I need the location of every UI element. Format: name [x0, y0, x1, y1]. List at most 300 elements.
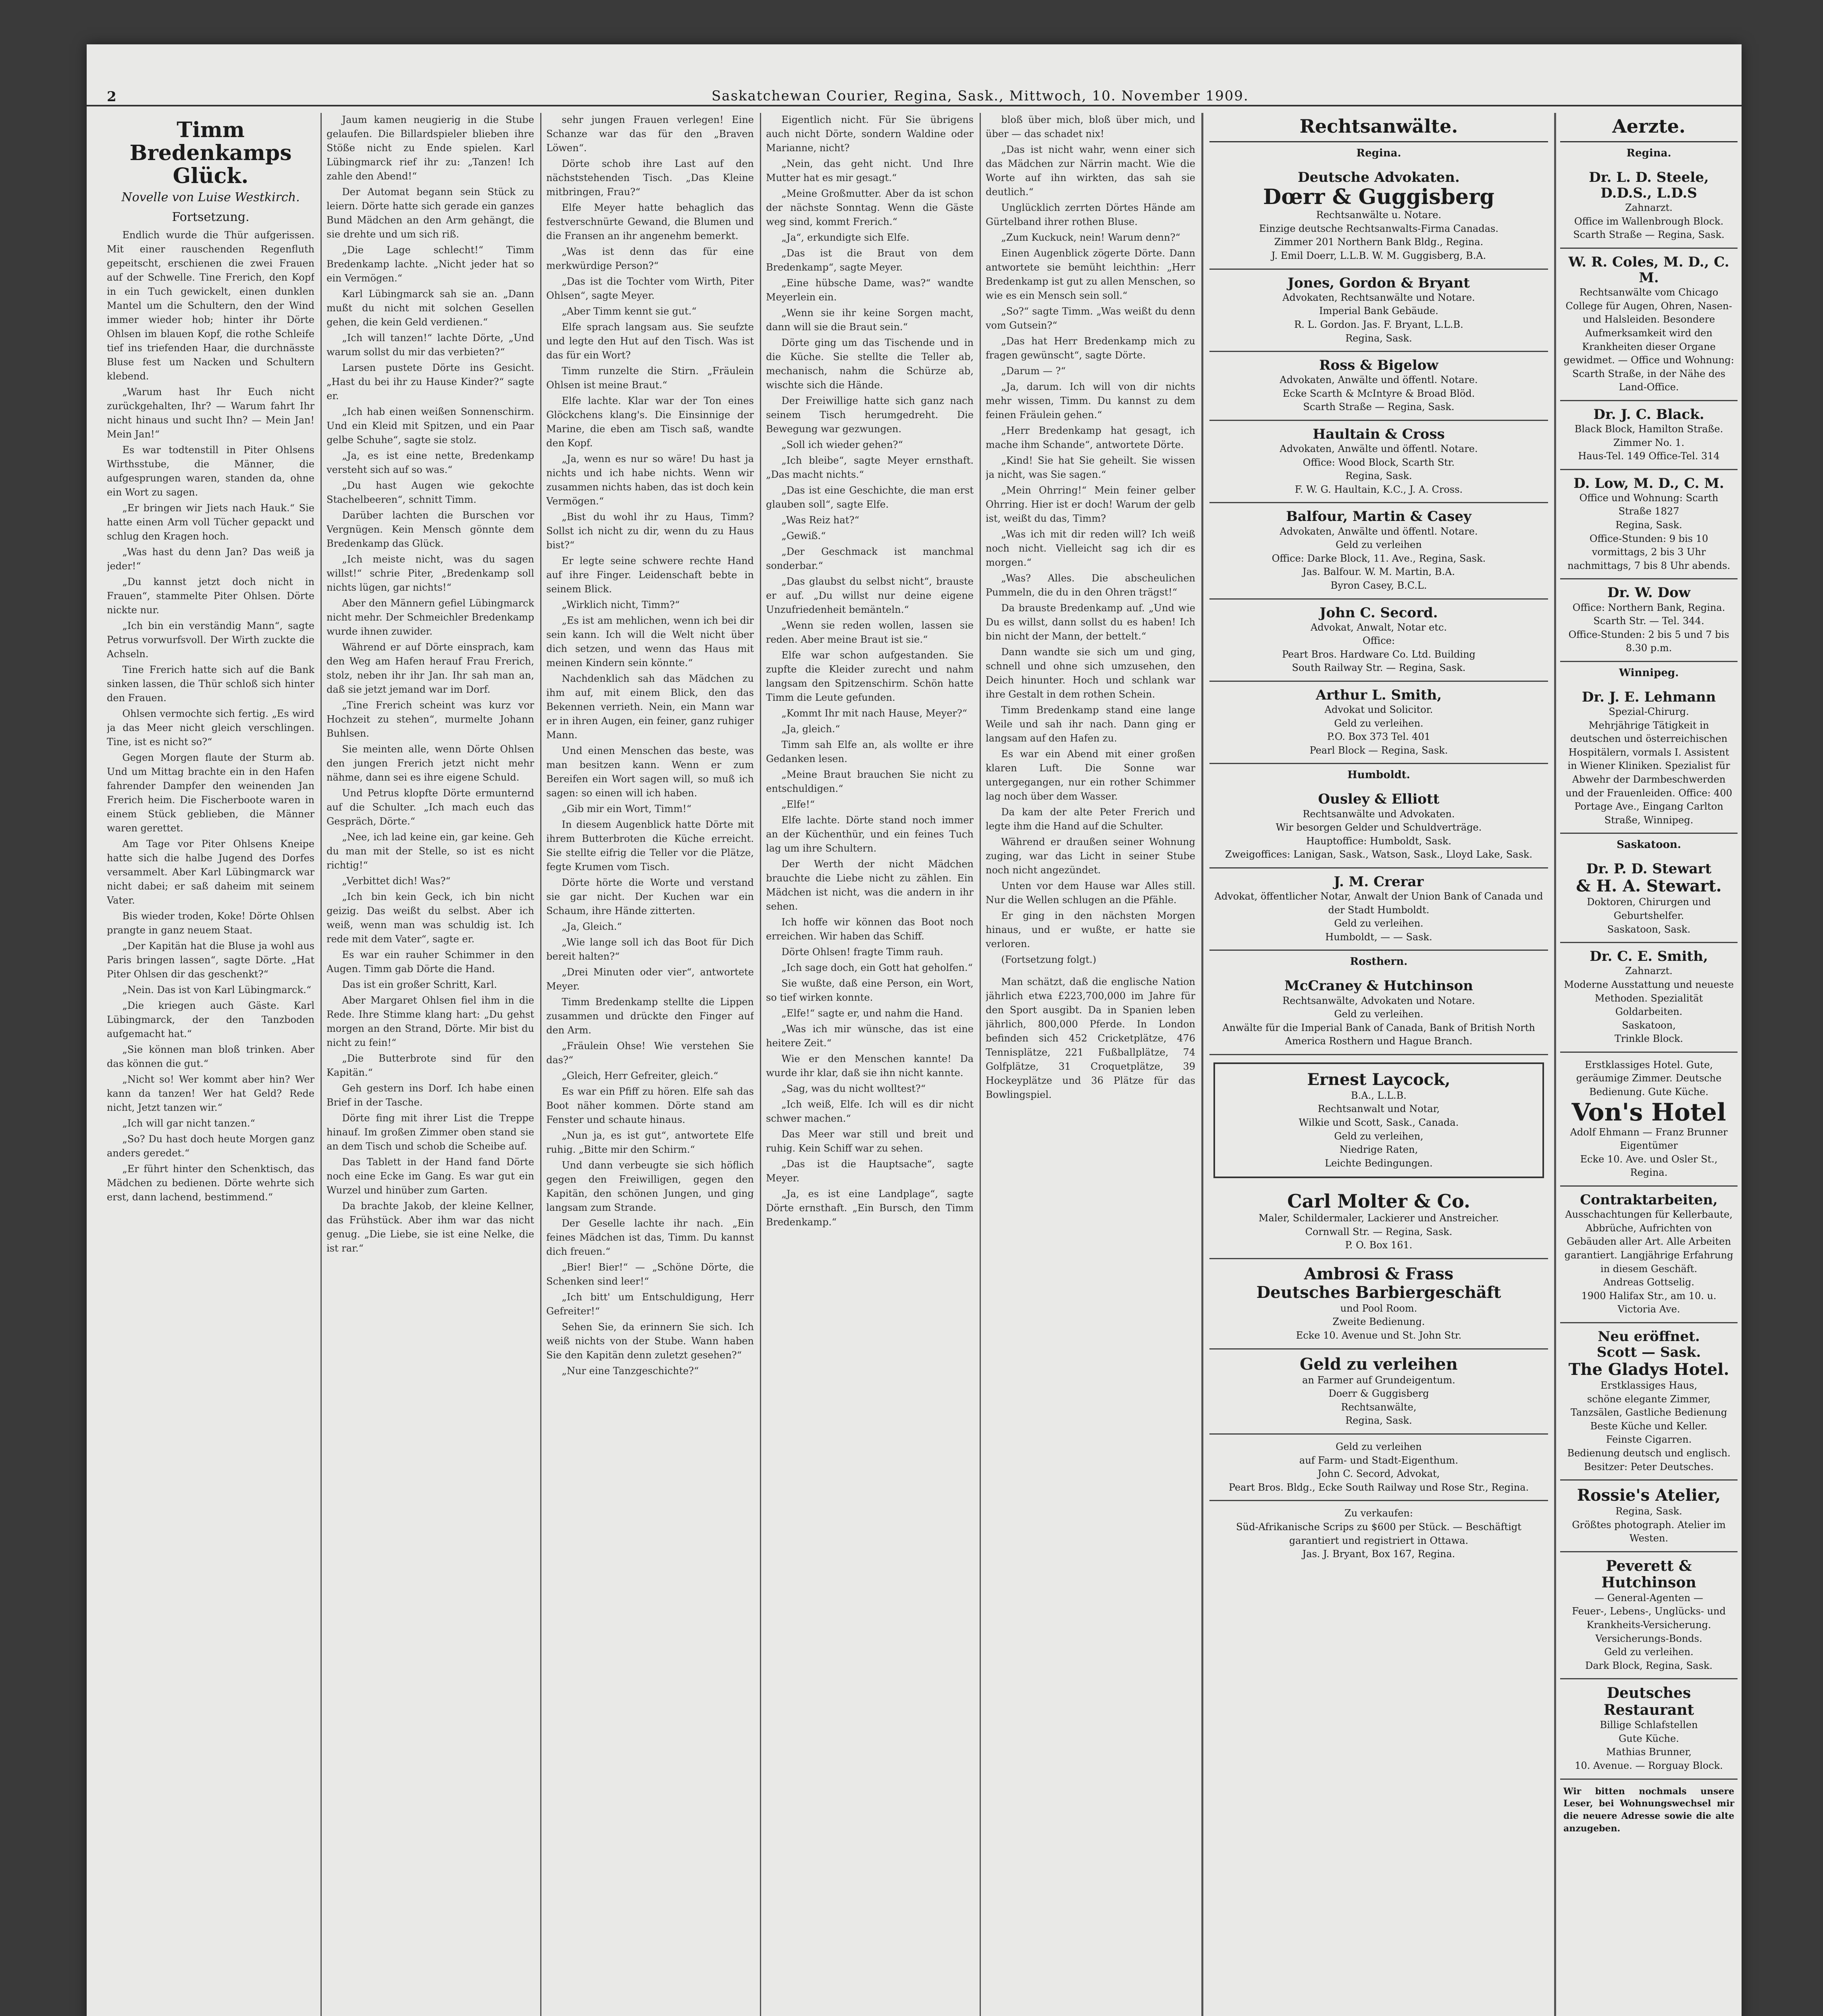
story-paragraph: „Sag, was du nicht wolltest?“: [781, 1083, 926, 1094]
card-line: Geld zu verleihen.: [1334, 1008, 1423, 1020]
story-paragraph: Karl Lübingmarck sah sie an. „Dann mußt du nicht mit solchen Gesellen gehen, die kein Geld verdienen.“: [327, 288, 534, 328]
story-paragraph: Tine Frerich hatte sich auf die Bank sinken lassen, die Thür schloß sich hinter den Frauen.: [107, 664, 314, 704]
card-name: Arthur L. Smith,: [1315, 687, 1442, 703]
story-paragraph: „Das hat Herr Bredenkamp mich zu fragen gewünscht“, sagte Dörte.: [986, 335, 1195, 361]
story-paragraph: Jaum kamen neugierig in die Stube gelaufen. Die Billardspieler blieben ihre Stöße nicht zu Ende spielen. Karl Lübingmarck rief ihr zu: „Tanzen! Ich zahle den Abend!“: [327, 114, 534, 182]
card-line: Geld zu verleihen.: [1334, 717, 1423, 729]
story-paragraph: „Drei Minuten oder vier“, antwortete Meyer.: [546, 966, 754, 992]
directory-card: [1209, 352, 1548, 421]
card-line: Jas. Balfour. W. M. Martin, B.A.: [1302, 566, 1455, 578]
card-line: Advokat und Solicitor.: [1324, 704, 1433, 716]
story-paragraph: „Nee, ich lad keine ein, gar keine. Geh du man mit der Stelle, so ist es nicht richtig!“: [327, 831, 534, 871]
ad-line: Zu verkaufen:: [1344, 1508, 1413, 1519]
card-name: Deutsche Advokaten.: [1298, 169, 1460, 185]
story-paragraph: Elfe lachte. Dörte stand noch immer an der Küchenthür, und ein feines Tuch lag um ihre Schultern.: [766, 814, 974, 854]
story-paragraph: „Das glaubst du selbst nicht“, brauste er auf. „Du willst nur deine eigene Unzufriedenheit bemänteln.“: [766, 576, 974, 615]
gladys-hotel-ad: Neu eröffnet. Scott — Sask. The Gladys Hotel. Erstklassiges Haus, schöne elegante Zimmer, Tanzsälen, Gastliche Bedienung Beste Küche und Keller. Feinste Cigarren. Bedienung deutsch und englisch. Besitzer: Peter Deutsches.: [1560, 1323, 1738, 1481]
story-paragraph: Timm sah Elfe an, als wollte er ihre Gedanken lesen.: [766, 739, 974, 764]
story-paragraph: „Ich bin kein Geck, ich bin nicht geizig. Das weißt du selbst. Aber ich weiß, wenn man was schuldig ist. Ich rede mit dem Vater“, sagte er.: [327, 891, 534, 945]
story-paragraph: Und Petrus klopfte Dörte ermunternd auf die Schulter. „Ich mach euch das Gespräch, Dörte.“: [327, 787, 534, 827]
story-paragraph: Am Tage vor Piter Ohlsens Kneipe hatte sich die halbe Jugend des Dorfes versammelt. Aber Karl Lübingmarck war nicht dabei; er saß daheim mit seinem Vater.: [107, 838, 314, 906]
story-paragraph: „Kommt Ihr mit nach Hause, Meyer?“: [781, 708, 968, 719]
ad-line: P. O. Box 161.: [1345, 1239, 1413, 1251]
story-paragraph: Es war ein rauher Schimmer in den Augen. Timm gab Dörte die Hand.: [327, 949, 534, 975]
ad-line: Regina, Sask.: [1615, 1506, 1682, 1517]
page-header: [87, 44, 1742, 106]
card-line: Advokaten, Anwälte und öffentl. Notare.: [1280, 525, 1478, 537]
story-paragraph: „Ich bleibe“, sagte Meyer ernsthaft. „Das macht nichts.“: [766, 455, 974, 480]
city-saskatoon: Saskatoon.: [1617, 839, 1681, 851]
story-column-2: [327, 113, 534, 2016]
story-paragraph: Der Automat begann sein Stück zu leiern. Dörte hatte sich gerade ein ganzes Bund Mädchen an den Arm gehängt, die sie drehte und um sich riß.: [327, 186, 534, 240]
city-regina: Regina.: [1356, 147, 1401, 159]
story-paragraph: „Wirklich nicht, Timm?“: [562, 599, 680, 610]
lawyers-directory: [1209, 113, 1548, 2016]
column-rule: [980, 113, 981, 2016]
story-paragraph: Er ging in den nächsten Morgen hinaus, und er wußte, er hatte sie verloren.: [986, 910, 1195, 950]
story-paragraph: „Es ist am mehlichen, wenn ich bei dir sein kann. Ich will die Welt nicht über dich setzen, und wenn das Haus mit meinen Kindern sein könnte.“: [546, 615, 754, 669]
card-name: J. M. Crerar: [1334, 873, 1424, 890]
ad-line: Wilkie und Scott, Sask., Canada.: [1299, 1117, 1459, 1129]
directory-card: [1209, 600, 1548, 682]
story-paragraph: „Wenn sie reden wollen, lassen sie reden. Aber meine Braut ist sie.“: [766, 620, 974, 645]
card-line: Moderne Ausstattung und neueste Methoden. Spezialität Goldarbeiten.: [1564, 979, 1734, 1018]
story-paragraph: „Ich will tanzen!“ lachte Dörte, „Und warum sollst du mir das verbieten?“: [327, 332, 534, 358]
story-paragraph: Er legte seine schwere rechte Hand auf ihre Finger. Leidenschaft bebte in seinem Blick.: [546, 555, 754, 595]
city-humboldt: Humboldt.: [1347, 769, 1410, 781]
card-line: Office-Stunden: 9 bis 10 vormittags, 2 bis 3 Uhr nachmittags, 7 bis 8 Uhr abends.: [1567, 533, 1730, 571]
ad-line: Beste Küche und Keller.: [1590, 1420, 1708, 1432]
column-rule: [1554, 113, 1556, 2016]
geld-ad: Geld zu verleihen an Farmer auf Grundeigentum. Doerr & Guggisberg Rechtsanwälte, Regina, Sask.: [1209, 1350, 1548, 1435]
story-paragraph: „Zum Kuckuck, nein! Warum denn?“: [1001, 232, 1180, 243]
story-paragraph: „So? Du hast doch heute Morgen ganz anders geredet.“: [107, 1133, 314, 1159]
card-name: Dr. C. E. Smith,: [1590, 948, 1708, 965]
story-paragraph: „Mein Ohrring!“ Mein feiner gelber Ohrring. Hier ist er doch! Warum der gelb ist, weißt du das, Timm?: [986, 485, 1195, 524]
ad-line: Zweite Bedienung.: [1332, 1316, 1425, 1328]
card-line: Zweigoffices: Lanigan, Sask., Watson, Sask., Lloyd Lake, Sask.: [1225, 849, 1533, 860]
story-text: [766, 113, 974, 1229]
story-paragraph: „Wie lange soll ich das Boot für Dich bereit halten?“: [546, 937, 754, 962]
story-paragraph: „Der Kapitän hat die Bluse ja wohl aus Paris bringen lassen“, sagte Dörte. „Hat Piter Ohlsen dir das geschenkt?“: [107, 940, 314, 980]
rossie-atelier-ad: Rossie's Atelier, Regina, Sask. Größtes photograph. Atelier im Westen.: [1560, 1481, 1738, 1552]
ad-line: Dark Block, Regina, Sask.: [1585, 1660, 1713, 1671]
restaurant-ad: Deutsches Restaurant Billige Schlafstellen Gute Küche. Mathias Brunner, 10. Avenue. — Rorguay Block.: [1560, 1679, 1738, 1779]
story-paragraph: „Ja, es ist eine Landplage“, sagte Dörte ernsthaft. „Ein Bursch, den Timm Bredenkamp.“: [766, 1188, 974, 1228]
card-line: Geld zu verleihen: [1336, 539, 1422, 551]
card-line: Saskatoon,: [1622, 1019, 1676, 1031]
story-column-5: [986, 113, 1195, 2016]
story-paragraph: Wie er den Menschen kannte! Da wurde ihr klar, daß sie ihn nicht kannte.: [766, 1053, 974, 1079]
ad-line: auf Farm- und Stadt-Eigenthum.: [1299, 1454, 1459, 1466]
ambrosi-ad: Ambrosi & Frass Deutsches Barbiergeschäft und Pool Room. Zweite Bedienung. Ecke 10. Avenue und St. John Str.: [1209, 1259, 1548, 1350]
card-line: Office und Wohnung: Scarth Straße 1827: [1579, 492, 1719, 517]
story-paragraph: Das ist ein großer Schritt, Karl.: [342, 979, 497, 990]
directory-card: [1209, 868, 1548, 951]
card-line: Spezial-Chirurg.: [1609, 706, 1689, 717]
card-name: Dr. W. Dow: [1607, 585, 1690, 601]
story-text: [986, 113, 1195, 967]
story-paragraph: „Nur eine Tanzgeschichte?“: [562, 1365, 699, 1377]
city-rosthern: Rosthern.: [1350, 956, 1408, 968]
directory-card: [1209, 503, 1548, 599]
story-paragraph: „Du kannst jetzt doch nicht in Frauen“, stammelte Piter Ohlsen. Dörte nickte nur.: [107, 576, 314, 616]
card-name: John C. Secord.: [1319, 604, 1438, 621]
directory-card: [1560, 684, 1738, 834]
card-line: Regina, Sask.: [1345, 470, 1412, 482]
story-paragraph: „Was ist denn das für eine merkwürdige Person?“: [546, 246, 754, 271]
story-paragraph: Es war ein Pfiff zu hören. Elfe sah das Boot näher kommen. Dörte stand am Fenster und schaute hinaus.: [546, 1086, 754, 1125]
story-paragraph: „Die Butterbrote sind für den Kapitän.“: [327, 1053, 534, 1078]
ad-line: Feuer-, Lebens-, Unglücks- und Krankheits-Versicherung.: [1572, 1606, 1726, 1631]
directory-card: [1209, 973, 1548, 1055]
laycock-ad: Ernest Laycock, B.A., L.L.B. Rechtsanwalt und Notar, Wilkie und Scott, Sask., Canada. Geld zu verleihen, Niedrige Raten, Leichte Bedingungen.: [1213, 1062, 1544, 1179]
story-paragraph: Dörte ging um das Tischende und in die Küche. Sie stellte die Teller ab, mechanisch, nahm die Schürze ab, wischte sich die Hände.: [766, 337, 974, 391]
story-paragraph: „Ich weiß, Elfe. Ich will es dir nicht schwer machen.“: [766, 1099, 974, 1124]
story-paragraph: Endlich wurde die Thür aufgerissen. Mit einer rauschenden Regenfluth gepeitscht, erschienen die zwei Frauen auf der Schwelle. Tine Frerich, den Kopf in ein Tuch gewickelt, einen dunklen Mantel um die Schultern, den der Wind immer wieder hob; hinter ihr Dörte Ohlsen im blauen Kopf, die rothe Schleife tief ins triefenden Haar, die durchnässte Bluse fest um Nacken und Schultern klebend.: [107, 229, 314, 382]
story-paragraph: „Wenn sie ihr keine Sorgen macht, dann will sie die Braut sein.“: [766, 307, 974, 333]
story-paragraph: Einen Augenblick zögerte Dörte. Dann antwortete sie bemüht leichthin: „Herr Bredenkamp ist gut zu allen Menschen, so wie es ein Mensch sein soll.“: [986, 248, 1195, 301]
story-paragraph: „Ich will gar nicht tanzen.“: [122, 1117, 255, 1129]
story-paragraph: „Was ich mit dir reden will? Ich weiß noch nicht. Vielleicht sag ich dir es morgen.“: [986, 529, 1195, 568]
card-line: Zahnarzt.: [1625, 202, 1673, 214]
story-paragraph: „Elfe!“: [781, 799, 815, 810]
card-line: Office-Stunden: 2 bis 5 und 7 bis 8.30 p.m.: [1568, 629, 1729, 654]
ad-line: Mathias Brunner,: [1606, 1746, 1692, 1758]
card-line: Zimmer 201 Northern Bank Bldg., Regina.: [1274, 236, 1484, 248]
story-paragraph: „Nun ja, es ist gut“, antwortete Elfe ruhig. „Bitte mir den Schirm.“: [546, 1130, 754, 1155]
story-paragraph: „Du hast Augen wie gekochte Stachelbeeren“, schnitt Timm.: [327, 480, 534, 505]
card-line: Geld zu verleihen.: [1334, 918, 1423, 929]
card-line: Doktoren, Chirurgen und Geburtshelfer.: [1587, 896, 1711, 922]
card-line: Rechtsanwälte vom Chicago College für Augen, Ohren, Nasen- und Halsleiden. Besondere Aufmerksamkeit wird den Krankheiten dieser Organe gewidmet. — Office und Wohnung: Scarth Straße, in der Nähe des Land-Office.: [1563, 287, 1734, 393]
story-paragraph: „Warum hast Ihr Euch nicht zurückgehalten, Ihr? — Warum fahrt Ihr nicht hinaus und sucht Ihn? — Mein Jan! Mein Jan!“: [107, 386, 314, 440]
story-paragraph: Elfe sprach langsam aus. Sie seufzte und legte den Hut auf den Tisch. Was ist das für ein Wort?: [546, 321, 754, 361]
story-paragraph: „Ich bin ein verständig Mann“, sagte Petrus vorwurfsvoll. Der Wirth zuckte die Achseln.: [107, 620, 314, 660]
card-line: Advokaten, Anwälte und öffentl. Notare.: [1280, 443, 1478, 455]
card-name: Dr. L. D. Steele, D.D.S., L.D.S: [1589, 169, 1709, 202]
story-paragraph: Bis wieder troden, Koke! Dörte Ohlsen prangte in ganz neuem Staat.: [107, 910, 314, 936]
story-paragraph: Timm Bredenkamp stand eine lange Weile und sah ihr nach. Dann ging er langsam auf den Hafen zu.: [986, 704, 1195, 744]
ad-line: Rechtsanwalt und Notar,: [1317, 1103, 1440, 1115]
card-line: Regina, Sask.: [1345, 332, 1412, 344]
ad-line: Geld zu verleihen,: [1334, 1130, 1423, 1142]
story-paragraph: Der Werth der nicht Mädchen brauchte die Liebe nicht zu zählen. Ein Mädchen ist nicht, was die andern in ihr sehen.: [766, 858, 974, 912]
card-line: R. L. Gordon. Jas. F. Bryant, L.L.B.: [1294, 319, 1463, 330]
story-paragraph: „Was Reiz hat?“: [781, 514, 859, 526]
directory-card: [1209, 164, 1548, 270]
story-paragraph: Sehen Sie, da erinnern Sie sich. Ich weiß nichts von der Stube. Wann haben Sie den Kapitän denn zuletzt gesehen?“: [546, 1321, 754, 1361]
story-paragraph: „Darum — ?“: [1001, 365, 1066, 377]
filler-paragraph: Man schätzt, daß die englische Nation jährlich etwa £223,700,000 im Jahre für den Sport ausgibt. Da in Spanien leben jährlich, 800,000 Pferde. In London befinden sich 452 Cricketplätze, 476 Tennisplätze, 221 Fußballplätze, 74 Golfplätze, 31 Croquetplätze, 39 Hockeyplätze und 36 Plätze für das Bowlingspiel.: [986, 976, 1195, 1100]
story-paragraph: Aber Margaret Ohlsen fiel ihm in die Rede. Ihre Stimme klang hart: „Du gehst morgen an den Strand, Dörte. Mir bist du nicht zu fein!“: [327, 995, 534, 1048]
ad-line: — General-Agenten —: [1594, 1592, 1703, 1604]
card-name: Dr. J. E. Lehmann: [1582, 689, 1716, 705]
card-line: Scarth Straße — Regina, Sask.: [1573, 229, 1725, 241]
story-paragraph: Und einen Menschen das beste, was man besitzen kann. Wenn er zum Bereifen ein Wort sagen will, so muß ich sagen: so einen will ich haben.: [546, 745, 754, 799]
story-paragraph: bloß über mich, bloß über mich, und über — das schadet nix!: [986, 114, 1195, 140]
ad-line: Ecke 10. Avenue und St. John Str.: [1296, 1330, 1462, 1341]
story-paragraph: „Gib mir ein Wort, Timm!“: [562, 803, 692, 814]
story-text: [107, 228, 314, 1204]
story-paragraph: „Ja, wenn es nur so wäre! Du hast ja nichts und ich habe nichts. Wenn wir zusammen nichts haben, das ist doch kein Vermögen.“: [546, 453, 754, 507]
story-paragraph: Ohlsen vermochte sich fertig. „Es wird ja das Meer nicht gleich verschlingen. Tine, ist es nicht so?“: [107, 708, 314, 748]
story-paragraph: „Ja, es ist eine nette, Bredenkamp versteht sich auf so was.“: [327, 450, 534, 475]
ad-line: schöne elegante Zimmer,: [1587, 1393, 1711, 1405]
story-paragraph: „Nicht so! Wer kommt aber hin? Wer kann da tanzen! Wer hat Geld? Rede nicht, Jetzt tanzen wir.“: [107, 1073, 314, 1113]
card-name: Ross & Bigelow: [1319, 357, 1438, 374]
story-title: Timm Bredenkamps Glück.: [129, 118, 292, 189]
story-paragraph: „Bist du wohl ihr zu Haus, Timm? Sollst ich nicht zu dir, wenn du zu Haus bist?“: [546, 511, 754, 551]
card-line: Peart Bros. Hardware Co. Ltd. Building: [1282, 648, 1475, 660]
story-paragraph: „Aber Timm kennt sie gut.“: [562, 306, 697, 317]
ad-line: Andreas Gottselig.: [1603, 1277, 1694, 1288]
story-paragraph: „Ja, gleich.“: [781, 723, 840, 735]
story-paragraph: Sie wußte, daß eine Person, ein Wort, so tief wirken konnte.: [766, 978, 974, 1003]
story-paragraph: „Das ist eine Geschichte, die man erst glauben soll“, sagte Elfe.: [766, 485, 974, 510]
card-line: Office:: [1362, 635, 1395, 647]
card-line: Zimmer No. 1.: [1613, 437, 1685, 448]
card-name: Ousley & Elliott: [1318, 791, 1440, 808]
doctors-directory: [1560, 113, 1738, 2016]
vons-hotel-ad: Erstklassiges Hotel. Gute, geräumige Zimmer. Deutsche Bedienung. Gute Küche. Von's Hotel Adolf Ehmann — Franz Brunner Eigentümer Ecke 10. Ave. und Osler St., Regina.: [1560, 1053, 1738, 1187]
story-paragraph: „Herr Bredenkamp hat gesagt, ich mache ihm Schande“, antwortete Dörte.: [986, 425, 1195, 450]
card-line: Zahnarzt.: [1625, 965, 1673, 977]
directory-card: [1560, 470, 1738, 580]
story-paragraph: Das Meer war still und breit und ruhig. Kein Schiff war zu sehen.: [766, 1129, 974, 1154]
scrip-sale-ad: [1209, 1501, 1548, 1566]
ad-line: Geld zu verleihen: [1336, 1441, 1422, 1452]
story-paragraph: „Bier! Bier!“ — „Schöne Dörte, die Schenken sind leer!“: [546, 1262, 754, 1287]
card-line: Haus-Tel. 149 Office-Tel. 314: [1578, 450, 1720, 462]
card-line: Office: Darke Block, 11. Ave., Regina, Sask.: [1272, 552, 1486, 564]
story-paragraph: „Was? Alles. Die abscheulichen Pummeln, die du in den Ohren trägst!“: [986, 573, 1195, 598]
card-line: Office im Wallenbrough Block.: [1574, 215, 1724, 227]
card-line: Office: Northern Bank, Regina.: [1572, 602, 1725, 613]
story-paragraph: Dörte hörte die Worte und verstand sie gar nicht. Der Kuchen war ein Schaum, ihre Hände zitterten.: [546, 877, 754, 916]
lawyers-heading: Rechtsanwälte.: [1209, 115, 1548, 142]
address-notice: Wir bitten nochmals unsere Leser, bei Wohnungswechsel mir die neuere Adresse sowie die alte anzugeben.: [1563, 1786, 1734, 1834]
ad-line: an Farmer auf Grundeigentum.: [1302, 1374, 1455, 1386]
ad-line: und Pool Room.: [1340, 1302, 1417, 1314]
card-name: W. R. Coles, M. D., C. M.: [1568, 254, 1729, 286]
ad-line: Feinste Cigarren.: [1606, 1434, 1692, 1445]
doctor-cards: [1560, 164, 1738, 662]
ad-line: Adolf Ehmann — Franz Brunner: [1570, 1126, 1728, 1138]
column-rule: [1201, 113, 1203, 2016]
card-name: Dr. P. D. Stewart: [1586, 861, 1712, 877]
story-paragraph: Darüber lachten die Burschen vor Vergnügen. Kein Mensch gönnte dem Bredenkamp das Glück.: [327, 510, 534, 549]
doctors-heading: Aerzte.: [1560, 115, 1738, 142]
card-line: Advokaten, Rechtsanwälte und Notare.: [1282, 292, 1475, 303]
card-line: Saskatoon, Sask.: [1607, 923, 1691, 935]
card-line: Wir besorgen Gelder und Schuldverträge.: [1276, 822, 1482, 833]
story-paragraph: „Nein. Das ist von Karl Lübingmarck.“: [122, 984, 311, 996]
story-paragraph: „Kind! Sie hat Sie geheilt. Sie wissen ja nicht, was Sie sagen.“: [986, 455, 1195, 480]
story-paragraph: Larsen pustete Dörte ins Gesicht. „Hast du bei ihr zu Hause Kinder?“ sagte er.: [327, 362, 534, 402]
card-line: Humboldt, — — Sask.: [1325, 931, 1432, 943]
story-paragraph: „Ich meiste nicht, was du sagen willst!“ schrie Piter, „Bredenkamp soll nichts lügen, gar nichts!“: [327, 554, 534, 593]
story-paragraph: Es war ein Abend mit einer großen klaren Luft. Die Sonne war untergegangen, nur ein rother Schimmer lag noch über dem Wasser.: [986, 748, 1195, 802]
story-paragraph: Und dann verbeugte sie sich höflich gegen den Freiwilligen, gegen den Kapitän, den schönen Jungen, und ging langsam zum Strande.: [546, 1160, 754, 1213]
story-paragraph: „Fräulein Ohse! Wie verstehen Sie das?“: [546, 1040, 754, 1066]
ad-line: Größtes photograph. Atelier im Westen.: [1572, 1519, 1726, 1544]
story-paragraph: Da brachte Jakob, der kleine Kellner, das Frühstück. Aber ihm war das nicht genug. „Die Liebe, sie ist eine Nelke, die ist rar.“: [327, 1200, 534, 1254]
ad-line: Billige Schlafstellen: [1600, 1719, 1698, 1731]
story-paragraph: Dörte schob ihre Last auf den nächststehenden Tisch. „Das Kleine mitbringen, Frau?“: [546, 158, 754, 198]
card-line: Scarth Straße — Regina, Sask.: [1303, 401, 1455, 413]
ad-line: Cornwall Str. — Regina, Sask.: [1305, 1226, 1453, 1237]
directory-card: [1560, 943, 1738, 1053]
story-paragraph: Eigentlich nicht. Für Sie übrigens auch nicht Dörte, sondern Waldine oder Marianne, nicht?: [766, 114, 974, 154]
contract-ad: Contraktarbeiten, Ausschachtungen für Kellerbaute, Abbrüche, Aufrichten von Gebäuden aller Art. Alle Arbeiten garantiert. Langjährige Erfahrung in diesem Geschäft. Andreas Gottselig. 1900 Halifax Str., am 10. u. Victoria Ave.: [1560, 1187, 1738, 1323]
ad-line: 1900 Halifax Str., am 10. u. Victoria Ave.: [1581, 1290, 1717, 1315]
story-paragraph: „Eine hübsche Dame, was?“ wandte Meyerlein ein.: [766, 277, 974, 303]
story-paragraph: Das Tablett in der Hand fand Dörte noch eine Ecke im Gang. Es war gut ein Wurzel und hinüber zum Garten.: [327, 1156, 534, 1196]
story-paragraph: In diesem Augenblick hatte Dörte mit ihrem Butterbroten die Küche erreicht. Sie stellte eifrig die Teller vor die Plätze, fegte Krumen vom Tisch.: [546, 819, 754, 873]
ad-line: Erstklassiges Haus,: [1600, 1380, 1697, 1391]
card-line: Anwälte für die Imperial Bank of Canada, Bank of British North America Rosthern und Hague Branch.: [1222, 1022, 1535, 1047]
newspaper-page: [87, 44, 1742, 2016]
story-paragraph: Unglücklich zerrten Dörtes Hände am Gürtelband ihrer rothen Bluse.: [986, 202, 1195, 227]
card-name: Haultain & Cross: [1313, 426, 1445, 442]
story-paragraph: Elfe Meyer hatte behaglich das festverschnürte Gewand, die Blumen und die Fransen an ihr angenehm bemerkt.: [546, 202, 754, 242]
column-rule: [540, 113, 541, 2016]
directory-card: [1209, 421, 1548, 503]
page-number: 2: [107, 89, 117, 105]
lawyer-cards-rosthern: [1209, 973, 1548, 1055]
story-paragraph: „Tine Frerich scheint was kurz vor Hochzeit zu stehen“, murmelte Johann Buhlsen.: [327, 700, 534, 739]
card-line: J. Emil Doerr, L.L.B. W. M. Guggisberg, B.A.: [1271, 250, 1486, 262]
card-line: Byron Casey, B.C.L.: [1330, 579, 1427, 591]
story-paragraph: Während er auf Dörte einsprach, kam den Weg am Hafen herauf Frau Frerich, stolz, neben ihr ihr Jan. Ihr sah man an, daß sie jetzt jemand war im Dorf.: [327, 641, 534, 695]
story-paragraph: Da brauste Bredenkamp auf. „Und wie Du es willst, dann sollst du es haben! Ich bin nicht der Mann, der bettelt.“: [986, 602, 1195, 642]
story-paragraph: „Sie können man bloß trinken. Aber das können die gut.“: [107, 1043, 314, 1069]
column-rule: [320, 113, 322, 2016]
card-line: Rechtsanwälte und Advokaten.: [1303, 808, 1455, 820]
card-line: South Railway Str. — Regina, Sask.: [1292, 662, 1466, 674]
ad-line: John C. Secord, Advokat,: [1317, 1468, 1440, 1480]
card-line: Regina, Sask.: [1615, 519, 1682, 531]
story-paragraph: „Das ist die Tochter vom Wirth, Piter Ohlsen“, sagte Meyer.: [546, 276, 754, 301]
story-paragraph: „Was ich mir wünsche, das ist eine heitere Zeit.“: [766, 1023, 974, 1049]
story-paragraph: Sie meinten alle, wenn Dörte Ohlsen den jungen Frerich jetzt nicht mehr nähme, dann sei es ihre eigene Schuld.: [327, 744, 534, 783]
card-firm: Dœrr & Guggisberg: [1263, 185, 1494, 210]
story-column-1: [107, 113, 314, 2016]
ad-line: Gute Küche.: [1619, 1733, 1679, 1744]
city-winnipeg: Winnipeg.: [1619, 666, 1679, 679]
ad-line: Leichte Bedingungen.: [1325, 1157, 1433, 1169]
ad-line: Niedrige Raten,: [1339, 1144, 1418, 1156]
story-paragraph: Elfe war schon aufgestanden. Sie zupfte die Kleider zurecht und nahm langsam den Spitzenschirm. Schön hatte Timm die Leute gefunden.: [766, 650, 974, 703]
story-text: [327, 113, 534, 1256]
story-paragraph: „Nein, das geht nicht. Und Ihre Mutter hat es mir gesagt.“: [766, 158, 974, 183]
directory-card: [1209, 786, 1548, 868]
story-paragraph: Es war todtenstill in Piter Ohlsens Wirthsstube, die Männer, die aufgesprungen waren, standen da, ohne ein Wort zu sagen.: [107, 444, 314, 498]
ad-line: Regina, Sask.: [1345, 1415, 1412, 1427]
card-subname: & H. A. Stewart.: [1576, 877, 1722, 896]
card-line: Hauptoffice: Humboldt, Sask.: [1306, 835, 1452, 847]
card-line: Imperial Bank Gebäude.: [1319, 305, 1438, 317]
story-paragraph: „Ja, Gleich.“: [562, 921, 622, 932]
ad-line: Doerr & Guggisberg: [1328, 1388, 1429, 1400]
directory-card: [1209, 682, 1548, 764]
story-paragraph: „Er bringen wir Jiets nach Hauk.“ Sie hatte einen Arm voll Tücher gepackt und schlug den Kragen hoch.: [107, 502, 314, 542]
directory-card: [1560, 401, 1738, 470]
card-name: McCraney & Hutchinson: [1284, 978, 1473, 994]
directory-card: [1209, 270, 1548, 352]
card-line: Advokat, Anwalt, Notar etc.: [1310, 621, 1447, 633]
story-paragraph: Dörte Ohlsen! fragte Timm rauh.: [781, 946, 943, 958]
card-name: Dr. J. C. Black.: [1593, 406, 1704, 423]
story-paragraph: „Gleich, Herr Gefreiter, gleich.“: [562, 1070, 718, 1081]
dateline: Saskatchewan Courier, Regina, Sask., Mittwoch, 10. November 1909.: [712, 88, 1249, 104]
story-paragraph: Timm runzelte die Stirn. „Fräulein Ohlsen ist meine Braut.“: [546, 365, 754, 391]
directory-card: [1560, 249, 1738, 401]
card-name: Jones, Gordon & Bryant: [1288, 275, 1470, 291]
ad-line: Besitzer: Peter Deutsches.: [1584, 1461, 1714, 1472]
peverett-ad: Peverett & Hutchinson — General-Agenten — Feuer-, Lebens-, Unglücks- und Krankheits-Versicherung. Versicherungs-Bonds. Geld zu verleihen. Dark Block, Regina, Sask.: [1560, 1552, 1738, 1679]
story-paragraph: „Soll ich wieder gehen?“: [781, 439, 903, 450]
story-paragraph: Timm Bredenkamp stellte die Lippen zusammen und drückte den Finger auf den Arm.: [546, 996, 754, 1036]
directory-card: [1560, 856, 1738, 943]
card-line: P.O. Box 373 Tel. 401: [1327, 731, 1431, 743]
card-line: Advokaten, Anwälte und öffentl. Notare.: [1280, 374, 1478, 386]
story-paragraph: „Die kriegen auch Gäste. Karl Lübingmarck, der den Tanzboden aufgemacht hat.“: [107, 1000, 314, 1039]
story-paragraph: „Das ist die Braut von dem Bredenkamp“, sagte Meyer.: [766, 248, 974, 273]
story-column-3: [546, 113, 754, 2016]
column-rule: [760, 113, 761, 2016]
story-paragraph: „Gewiß.“: [781, 530, 826, 541]
story-paragraph: Der Freiwillige hatte sich ganz nach seinem Tisch herumgedreht. Die Bewegung war gezwungen.: [766, 395, 974, 435]
story-paragraph: „Der Geschmack ist manchmal sonderbar.“: [766, 546, 974, 571]
story-paragraph: Gegen Morgen flaute der Sturm ab. Und um Mittag brachte ein in den Hafen fahrender Dampfer den weinenden Jan Frerich heim. Die Fischerboote waren in einem Stück geblieben, die Männer waren gerettet.: [107, 752, 314, 834]
ad-line: 10. Avenue. — Rorguay Block.: [1575, 1760, 1723, 1771]
doctor-cards-winnipeg: [1560, 684, 1738, 834]
story-paragraph: „Das ist die Hauptsache“, sagte Meyer.: [766, 1158, 974, 1184]
ad-line: Peart Bros. Bldg., Ecke South Railway und Rose Str., Regina.: [1228, 1481, 1529, 1493]
ad-line: Rechtsanwälte,: [1341, 1401, 1417, 1413]
ad-line: Tanzsälen, Gastliche Bedienung: [1570, 1407, 1727, 1418]
ad-line: Geld zu verleihen.: [1604, 1646, 1694, 1658]
story-continued: Fortsetzung.: [172, 210, 250, 224]
story-paragraph: Ich hoffe wir können das Boot noch erreichen. Wir haben das Schiff.: [766, 916, 974, 942]
ad-line: Versicherungs-Bonds.: [1595, 1633, 1702, 1644]
ad-line: Maler, Schildermaler, Lackierer und Anstreicher.: [1258, 1212, 1499, 1224]
story-paragraph: Elfe lachte. Klar war der Ton eines Glöckchens klang's. Die Einsinnige der Marine, die eben am Tisch saß, wandte den Kopf.: [546, 395, 754, 449]
story-text: [546, 113, 754, 1378]
card-line: Mehrjährige Tätigkeit in deutschen und österreichischen Hospitälern, vormals I. Assistent in Wiener Kliniken. Spezialist für Abwehr der Darmbeschwerden und der Frauenleiden. Office: 400 Portage Ave., Eingang Carlton Straße, Winnipeg.: [1565, 719, 1732, 826]
ad-line: Jas. J. Bryant, Box 167, Regina.: [1302, 1548, 1455, 1560]
story-paragraph: Der Geselle lachte ihr nach. „Ein feines Mädchen ist das, Timm. Du kannst dich freuen.“: [546, 1218, 754, 1257]
story-paragraph: „Er führt hinter den Schenktisch, das Mädchen zu bedienen. Dörte wehrte sich erst, dann lachend, bestimmend.“: [107, 1163, 314, 1203]
story-paragraph: „Meine Braut brauchen Sie nicht zu entschuldigen.“: [766, 769, 974, 794]
ad-line: Süd-Afrikanische Scrips zu $600 per Stück. — Beschäftigt garantiert und registriert in Ottawa.: [1236, 1521, 1521, 1546]
story-paragraph: „So?“ sagte Timm. „Was weißt du denn vom Gutsein?“: [986, 306, 1195, 331]
card-line: Office: Wood Block, Scarth Str.: [1303, 456, 1455, 468]
card-line: Einzige deutsche Rechtsanwalts-Firma Canadas.: [1259, 223, 1498, 234]
card-line: Rechtsanwälte, Advokaten und Notare.: [1282, 995, 1475, 1006]
ad-line: Bedienung deutsch und englisch.: [1567, 1447, 1731, 1459]
story-paragraph: „Das ist nicht wahr, wenn einer sich das Mädchen zur Närrin macht. Wie die Worte auf ihn wirkten, das sah sie deutlich.“: [986, 144, 1195, 198]
story-paragraph: „Meine Großmutter. Aber da ist schon der nächste Sonntag. Wenn die Gäste weg sind, kommt Frerich.“: [766, 188, 974, 227]
story-paragraph: „Elfe!“ sagte er, und nahm die Hand.: [781, 1008, 963, 1019]
story-paragraph: „Die Lage schlecht!“ Timm Bredenkamp lachte. „Nicht jeder hat so ein Vermögen.“: [327, 244, 534, 284]
molter-ad: Carl Molter & Co. Maler, Schildermaler, Lackierer und Anstreicher. Cornwall Str. — Regina, Sask. P. O. Box 161.: [1209, 1185, 1548, 1259]
card-line: Black Block, Hamilton Straße.: [1574, 423, 1723, 435]
ad-line: Ausschachtungen für Kellerbaute, Abbrüche, Aufrichten von Gebäuden aller Art. Alle Arbeiten garantiert. Langjährige Erfahrung in diesem Geschäft.: [1564, 1209, 1734, 1275]
doctor-cards-saskatoon: [1560, 856, 1738, 1053]
